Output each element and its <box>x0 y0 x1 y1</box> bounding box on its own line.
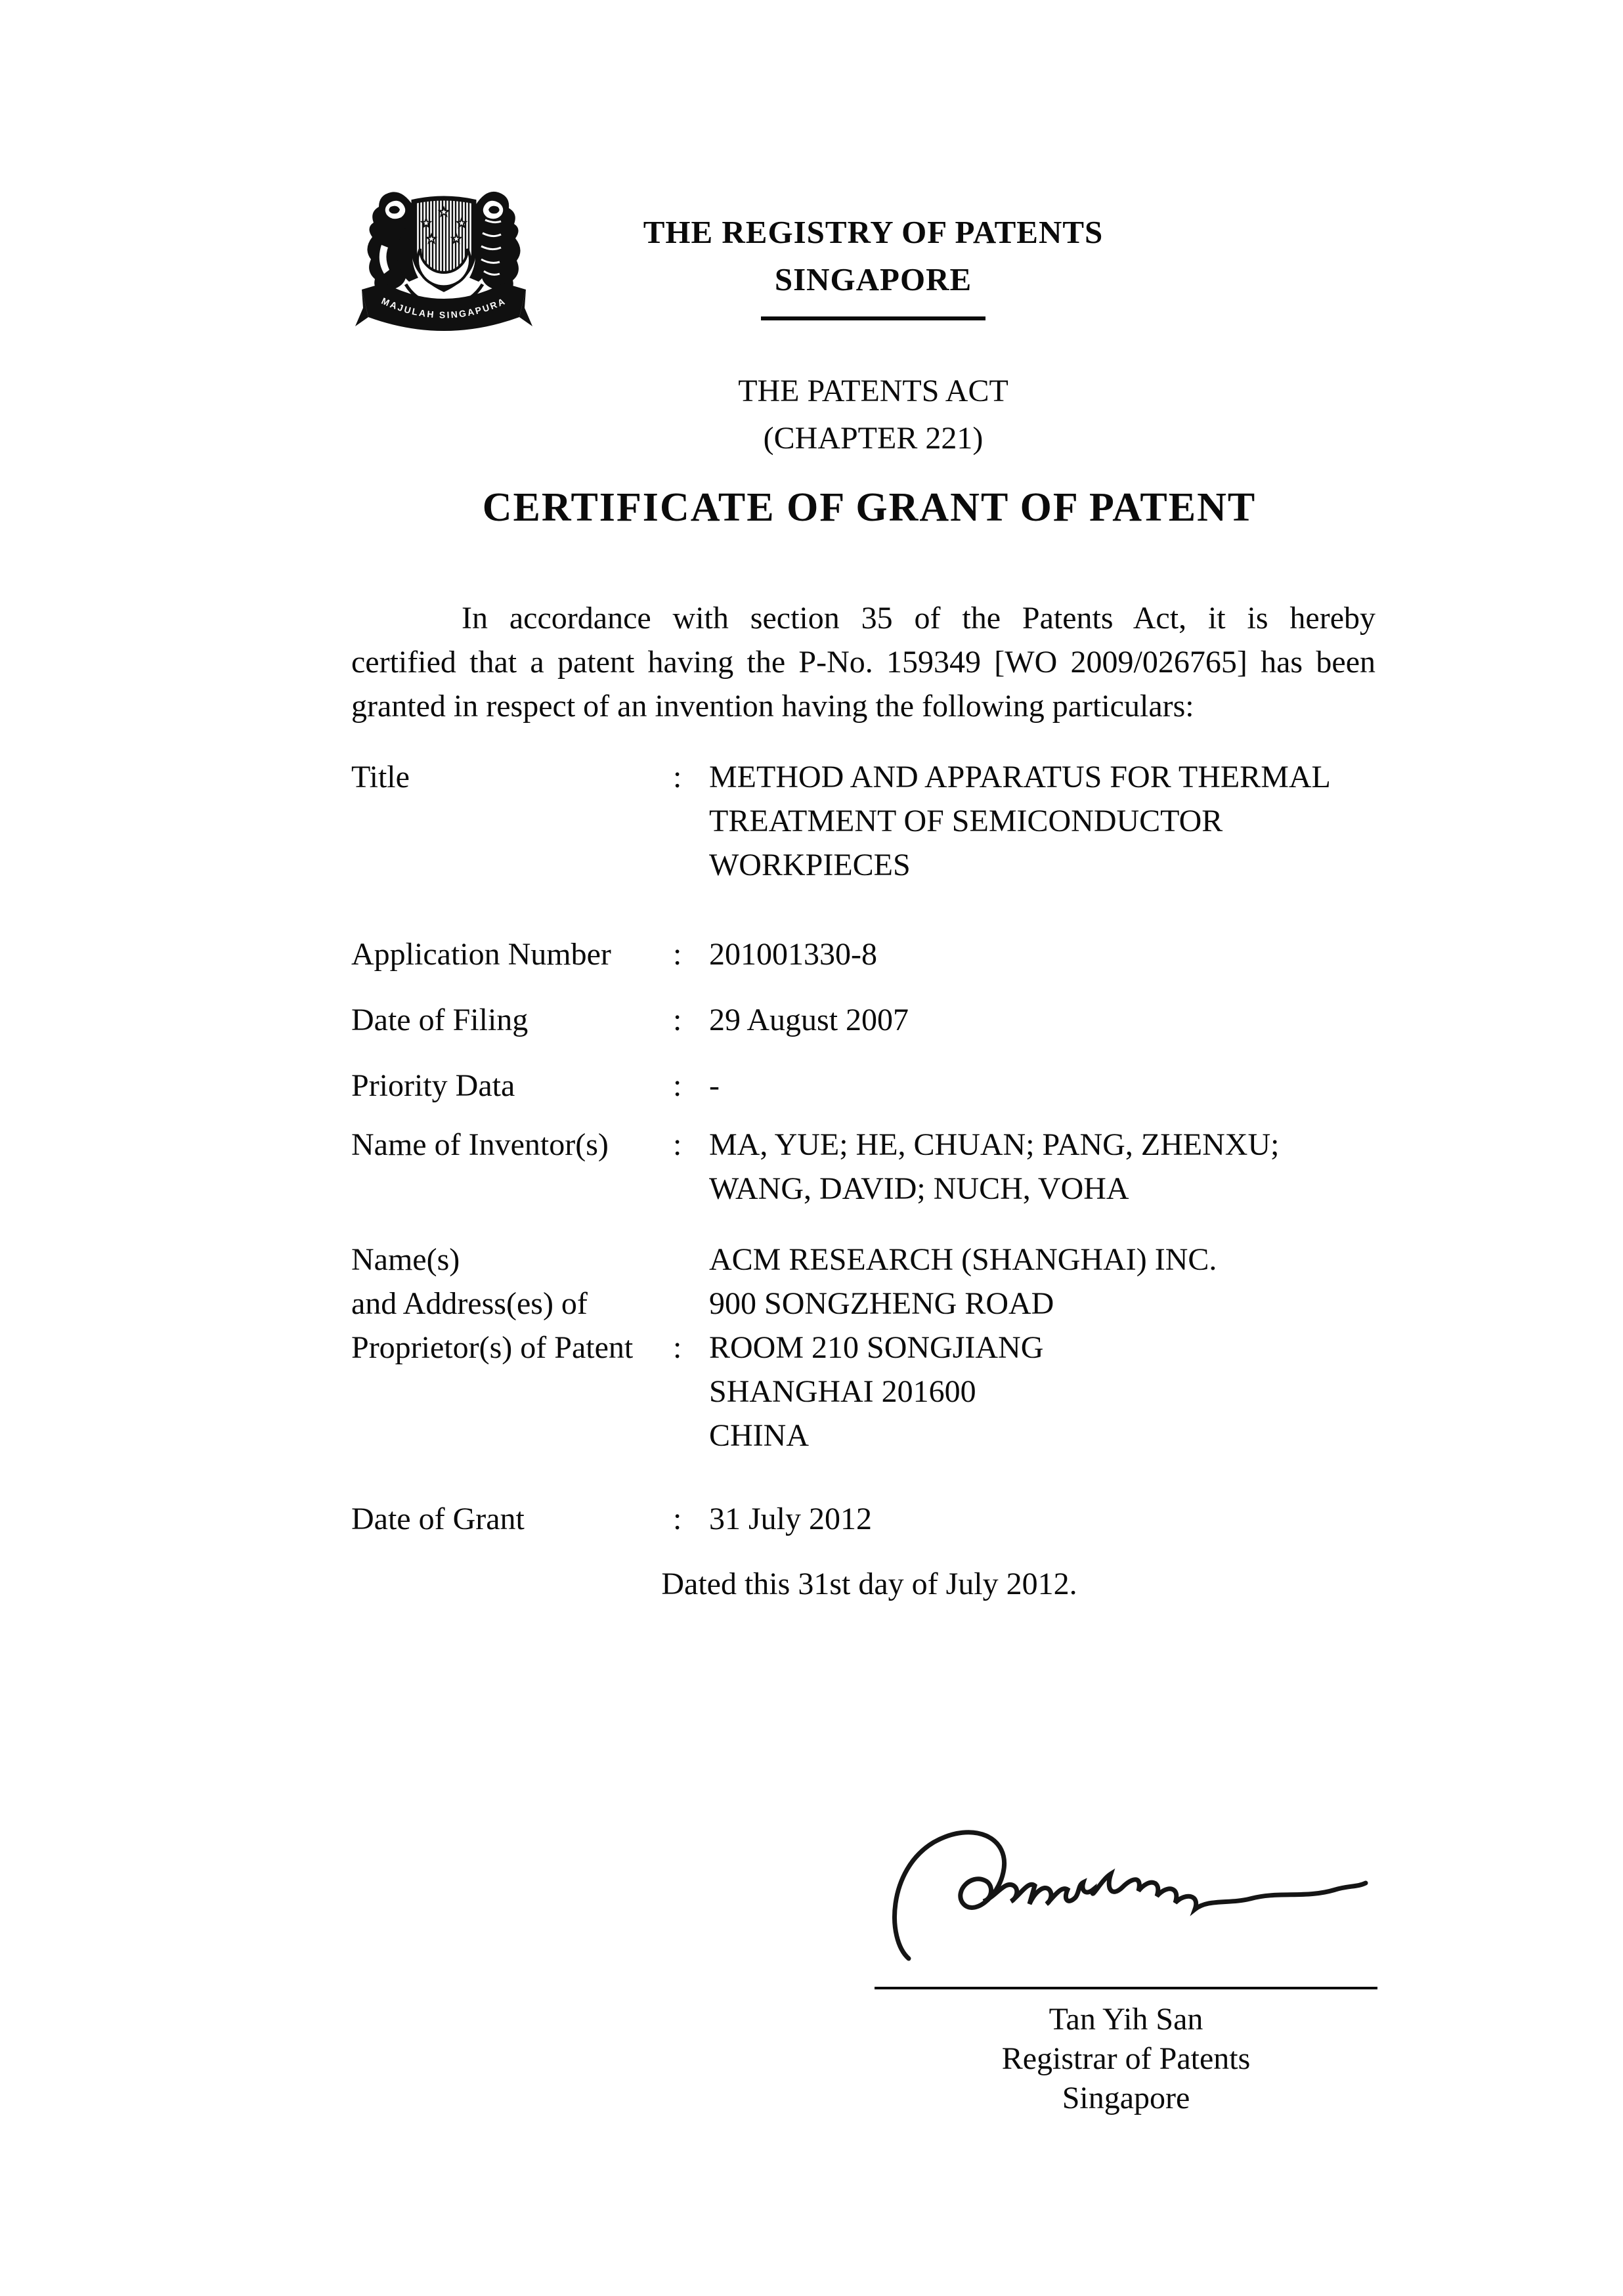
field-title <box>351 755 1379 887</box>
registry-name-line2: SINGAPORE <box>774 261 972 297</box>
signature-block <box>875 1817 1377 2118</box>
act-chapter: (CHAPTER 221) <box>763 421 984 456</box>
particulars-list <box>351 755 1379 1563</box>
field-colon: : <box>673 1330 682 1365</box>
field-value: ACM RESEARCH (SHANGHAI) INC. 900 SONGZHENG ROAD ROOM 210 SONGJIANG SHANGHAI 201600 CHINA <box>709 1242 1217 1453</box>
field-label: Application Number <box>351 937 611 972</box>
tiger-supporter <box>469 192 521 292</box>
field-label: Title <box>351 760 410 794</box>
signatory-place: Singapore <box>1062 2081 1190 2115</box>
field-value: 29 August 2007 <box>709 1003 909 1037</box>
field-colon: : <box>673 937 682 972</box>
field-application-number <box>351 932 1379 976</box>
field-colon: : <box>673 1502 682 1536</box>
field-value: - <box>709 1068 720 1103</box>
dated-statement: Dated this 31st day of July 2012. <box>661 1567 1077 1601</box>
field-label: Name of Inventor(s) <box>351 1127 609 1162</box>
registry-name-line1: THE REGISTRY OF PATENTS <box>643 214 1104 250</box>
field-label: Priority Data <box>351 1068 515 1103</box>
lion-supporter <box>367 192 418 292</box>
field-value: METHOD AND APPARATUS FOR THERMAL TREATMENT OF SEMICONDUCTOR WORKPIECES <box>709 760 1331 882</box>
header <box>591 209 1156 462</box>
field-date-of-grant <box>351 1497 1379 1541</box>
field-label: Name(s) and Address(es) of Proprietor(s) of Patent <box>351 1242 634 1365</box>
intro-paragraph: In accordance with section 35 of the Patents Act, it is hereby certified that a patent having the P-No. 159349 [WO 2009/026765] has been granted in respect of an invention having the following particulars: <box>351 601 1375 724</box>
signatory-role: Registrar of Patents <box>1001 2041 1251 2076</box>
field-value: 31 July 2012 <box>709 1502 873 1536</box>
header-divider <box>761 316 985 320</box>
signature-line <box>875 1987 1377 1989</box>
emblem-shield <box>414 195 474 291</box>
field-colon: : <box>673 760 682 794</box>
motto-text: MAJULAH SINGAPURA <box>379 295 508 320</box>
registrar-signature <box>875 1817 1377 1982</box>
field-proprietor <box>351 1238 1379 1458</box>
field-value: 201001330-8 <box>709 937 877 972</box>
singapore-coat-of-arms-icon <box>350 186 538 335</box>
field-colon: : <box>673 1127 682 1162</box>
field-colon: : <box>673 1003 682 1037</box>
certificate-title: CERTIFICATE OF GRANT OF PATENT <box>482 485 1257 530</box>
act-title: THE PATENTS ACT <box>738 374 1008 408</box>
signatory-name: Tan Yih San <box>1049 2002 1203 2037</box>
field-colon: : <box>673 1068 682 1103</box>
field-priority-data <box>351 1064 1379 1108</box>
field-label: Date of Filing <box>351 1003 529 1037</box>
field-value: MA, YUE; HE, CHUAN; PANG, ZHENXU; WANG, DAVID; NUCH, VOHA <box>709 1127 1280 1206</box>
field-date-of-filing <box>351 998 1379 1042</box>
field-inventors <box>351 1123 1379 1211</box>
field-label: Date of Grant <box>351 1502 525 1536</box>
